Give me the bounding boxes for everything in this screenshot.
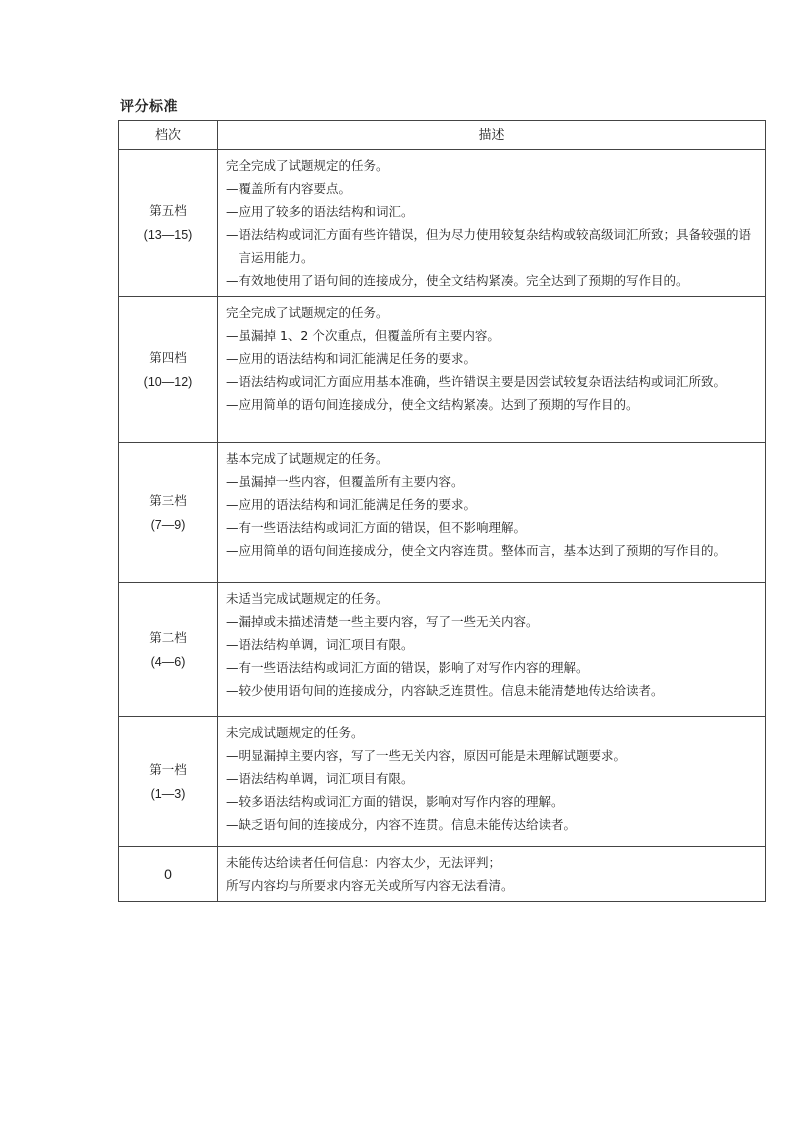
description-line: 所写内容均与所要求内容无关或所写内容无法看清。 xyxy=(226,878,514,893)
description-line: —应用简单的语句间连接成分，使全文内容连贯。整体而言，基本达到了预期的写作目的。 xyxy=(226,543,727,558)
description-cell xyxy=(218,717,766,847)
description-line: —覆盖所有内容要点。 xyxy=(226,181,352,196)
table-row xyxy=(119,847,766,902)
description-line: —语法结构单调，词汇项目有限。 xyxy=(226,771,414,786)
description-line: —应用简单的语句间连接成分，使全文结构紧凑。达到了预期的写作目的。 xyxy=(226,397,639,412)
level-range: (1—3) xyxy=(150,786,186,801)
description-line: —虽漏掉 1、2 个次重点，但覆盖所有主要内容。 xyxy=(226,328,500,343)
level-cell xyxy=(119,583,218,717)
scoring-rubric-table xyxy=(118,120,766,902)
level-cell xyxy=(119,297,218,443)
description-cell xyxy=(218,847,766,902)
level-name: 第二档 xyxy=(149,629,187,645)
description-line: 未适当完成试题规定的任务。 xyxy=(226,591,389,606)
description-line: 基本完成了试题规定的任务。 xyxy=(226,451,389,466)
table-row xyxy=(119,150,766,297)
description-line: —漏掉或未描述清楚一些主要内容，写了一些无关内容。 xyxy=(226,614,539,629)
table-row xyxy=(119,443,766,583)
level-name: 0 xyxy=(164,866,172,882)
table-row xyxy=(119,717,766,847)
description-cell xyxy=(218,583,766,717)
header-level: 档次 xyxy=(119,121,218,150)
description-line: —明显漏掉主要内容，写了一些无关内容，原因可能是未理解试题要求。 xyxy=(226,748,627,763)
table-row xyxy=(119,297,766,443)
description-line: —有一些语法结构或词汇方面的错误，但不影响理解。 xyxy=(226,520,527,535)
description-line: 未能传达给读者任何信息：内容太少，无法评判； xyxy=(226,855,502,870)
level-name: 第三档 xyxy=(149,492,187,508)
level-cell xyxy=(119,150,218,297)
page-title: 评分标准 xyxy=(120,99,178,115)
description-line: 完全完成了试题规定的任务。 xyxy=(226,158,389,173)
level-range: (10—12) xyxy=(143,374,193,389)
description-line: —语法结构单调，词汇项目有限。 xyxy=(226,637,414,652)
level-cell xyxy=(119,443,218,583)
description-cell xyxy=(218,150,766,297)
level-cell xyxy=(119,717,218,847)
description-line: —应用的语法结构和词汇能满足任务的要求。 xyxy=(226,497,477,512)
header-description: 描述 xyxy=(218,121,766,150)
level-name: 第四档 xyxy=(149,349,187,365)
level-range: (4—6) xyxy=(150,654,186,669)
table-row xyxy=(119,583,766,717)
level-range: (13—15) xyxy=(143,228,193,242)
description-cell xyxy=(218,443,766,583)
level-name: 第一档 xyxy=(149,761,187,777)
description-line: —应用了较多的语法结构和词汇。 xyxy=(226,204,414,219)
description-line: 完全完成了试题规定的任务。 xyxy=(226,305,389,320)
level-range: (7—9) xyxy=(150,517,186,532)
description-line: 未完成试题规定的任务。 xyxy=(226,725,364,740)
level-cell xyxy=(119,847,218,902)
description-cell xyxy=(218,297,766,443)
level-name: 第五档 xyxy=(149,203,187,218)
description-line: —语法结构或词汇方面应用基本准确，些许错误主要是因尝试较复杂语法结构或词汇所致。 xyxy=(226,374,727,389)
description-line: —应用的语法结构和词汇能满足任务的要求。 xyxy=(226,351,477,366)
description-line: —有一些语法结构或词汇方面的错误，影响了对写作内容的理解。 xyxy=(226,660,589,675)
description-line: —较多语法结构或词汇方面的错误，影响对写作内容的理解。 xyxy=(226,794,564,809)
description-line: —较少使用语句间的连接成分，内容缺乏连贯性。信息未能清楚地传达给读者。 xyxy=(226,683,664,698)
description-line: —语法结构或词汇方面有些许错误，但为尽力使用较复杂结构或较高级词汇所致；具备较强的语言运用能力。 xyxy=(226,227,752,265)
description-line: —虽漏掉一些内容，但覆盖所有主要内容。 xyxy=(226,474,464,489)
description-line: —有效地使用了语句间的连接成分，使全文结构紧凑。完全达到了预期的写作目的。 xyxy=(226,273,689,288)
description-line: —缺乏语句间的连接成分，内容不连贯。信息未能传达给读者。 xyxy=(226,817,577,832)
table-header-row xyxy=(119,121,766,150)
